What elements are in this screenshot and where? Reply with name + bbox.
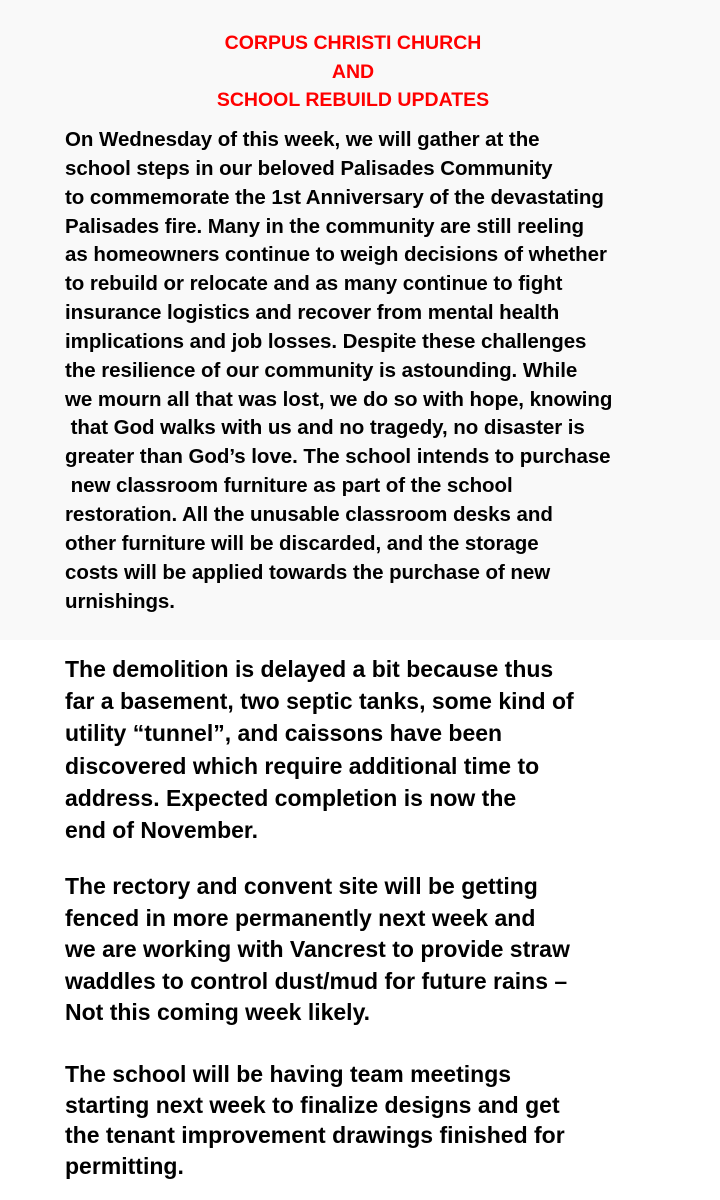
title-line: AND: [331, 60, 375, 83]
text-line: that God walks with us and no tragedy, no disaster is: [65, 416, 585, 440]
text-line: Palisades fire. Many in the community are still reeling: [65, 214, 585, 238]
text-line: end of November.: [65, 817, 258, 844]
text-line: costs will be applied towards the purchase of new: [65, 560, 551, 584]
paragraph-school-meetings: [65, 1059, 565, 1182]
text-line: address. Expected completion is now the: [65, 784, 517, 811]
text-line: the tenant improvement drawings finished for: [65, 1122, 565, 1149]
title-line: CORPUS CHRISTI CHURCH: [224, 32, 482, 54]
title-line: SCHOOL REBUILD UPDATES: [216, 89, 490, 111]
text-line: as homeowners continue to weigh decisions of whether: [65, 243, 607, 267]
text-line: far a basement, two septic tanks, some kind of: [65, 688, 574, 715]
text-line: the resilience of our community is astounding. While: [65, 358, 578, 382]
text-line: The demolition is delayed a bit because thus: [65, 656, 554, 682]
text-line: utility “tunnel”, and caissons have been: [65, 720, 503, 747]
paragraph-anniversary: [65, 126, 612, 616]
text-line: to commemorate the 1st Anniversary of the devastating: [65, 185, 604, 209]
text-line: new classroom furniture as part of the school: [65, 474, 513, 498]
text-line: implications and job losses. Despite these challenges: [65, 329, 587, 353]
text-line: The rectory and convent site will be getting: [65, 873, 538, 899]
text-line: urnishings.: [65, 589, 175, 613]
text-line: starting next week to finalize designs and get: [65, 1091, 560, 1118]
text-line: discovered which require additional time to: [65, 752, 540, 779]
text-line: waddles to control dust/mud for future rains –: [65, 967, 568, 994]
text-line: to rebuild or relocate and as many continue to fight: [65, 272, 563, 296]
text-line: insurance logistics and recover from mental health: [65, 301, 560, 325]
text-line: restoration. All the unusable classroom desks and: [65, 502, 553, 526]
text-line: we mourn all that was lost, we do so with hope, knowing: [65, 387, 613, 411]
paragraph-demolition: [65, 653, 574, 846]
text-line: greater than God’s love. The school intends to purchase: [65, 445, 611, 469]
text-line: Not this coming week likely.: [65, 999, 371, 1025]
text-line: we are working with Vancrest to provide straw: [65, 936, 570, 962]
text-line: permitting.: [65, 1153, 184, 1180]
paragraph-rectory: [65, 871, 570, 1029]
text-line: fenced in more permanently next week and: [65, 904, 536, 931]
text-line: The school will be having team meetings: [65, 1061, 512, 1087]
text-line: On Wednesday of this week, we will gather at the: [65, 128, 540, 151]
page-title: [0, 29, 706, 115]
text-line: school steps in our beloved Palisades Community: [65, 156, 553, 180]
text-line: other furniture will be discarded, and the storage: [65, 531, 539, 555]
